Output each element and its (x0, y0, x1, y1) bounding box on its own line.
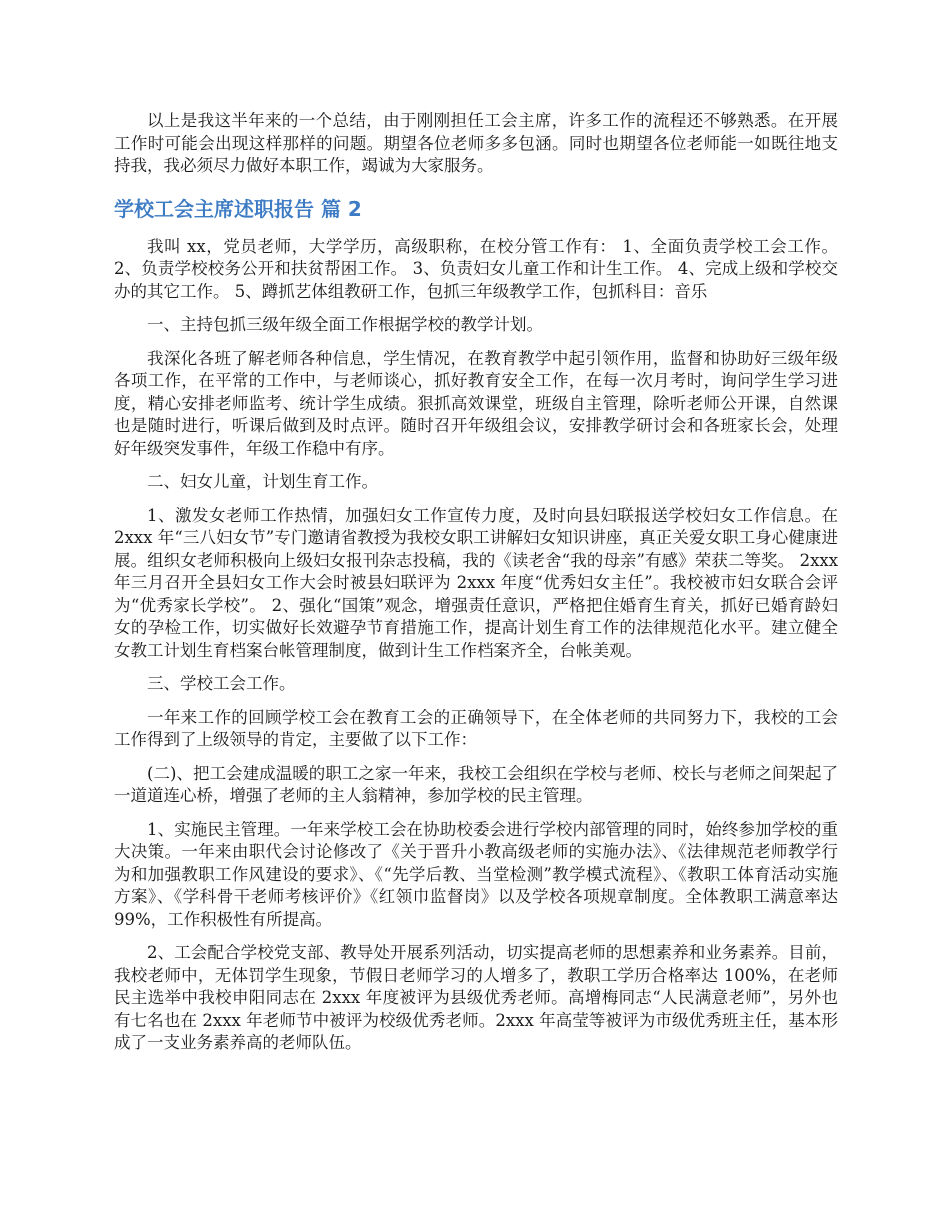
intro-paragraph: 以上是我这半年来的一个总结，由于刚刚担任工会主席，许多工作的流程还不够熟悉。在开展工作时可能会出现这样那样的问题。期望各位老师多多包涵。同时也期望各位老师能一如既往地支持我，我必须尽力做好本职工作，竭诚为大家服务。 (114, 111, 838, 175)
body-paragraph: 二、妇女儿童，计划生育工作。 (147, 472, 378, 491)
body-paragraph: 2、工会配合学校党支部、教导处开展系列活动，切实提高老师的思想素养和业务素养。目前，我校老师中，无体罚学生现象，节假日老师学习的人增多了，教职工学历合格率达 100%，在老师民主选举中我校申阳同志在 2xxx 年度被评为县级优秀老师。高增梅同志“人民满意老师”，另外也有七名也在 2xxx 年老师节中被评为校级优秀老师。2xxx 年高莹等被评为市级优秀班主任，基本形成了一支业务素养高的老师队伍。 (114, 943, 838, 1052)
section-heading: 学校工会主席述职报告 篇 2 (114, 196, 362, 221)
body-paragraph: 我叫 xx，党员老师，大学学历，高级职称，在校分管工作有： 1、全面负责学校工会工作。 2、负责学校校务公开和扶贫帮困工作。 3、负责妇女儿童工作和计生工作。 4、完成上级和学校交办的其它工作。 5、蹲抓艺体组教研工作，包抓三年级教学工作，包抓科目：音乐 (114, 236, 838, 301)
body-paragraph: (二)、把工会建成温暖的职工之家一年来，我校工会组织在学校与老师、校长与老师之间架起了一道道连心桥，增强了老师的主人翁精神，参加学校的民主管理。 (114, 763, 838, 805)
body-paragraph: 一年来工作的回顾学校工会在教育工会的正确领导下，在全体老师的共同努力下，我校的工会工作得到了上级领导的肯定，主要做了以下工作： (114, 707, 838, 749)
body-paragraph: 1、激发女老师工作热情，加强妇女工作宣传力度，及时向县妇联报送学校妇女工作信息。在 2xxx 年“三八妇女节”专门邀请省教授为我校女职工讲解妇女知识讲座，真正关爱女职工身心健康进展。组织女老师积极向上级妇女报刊杂志投稿，我的《读老舍“我的母亲”有感》荣获二等奖。 2xxx 年三月召开全县妇女工作大会时被县妇联评为 2xxx 年度“优秀妇女主任”。我校被市妇女联合会评为“优秀家长学校”。 2、强化“国策”观念，增强责任意识，严格把住婚育生育关，抓好已婚育龄妇女的孕检工作，切实做好长效避孕节育措施工作，提高计划生育工作的法律规范化水平。建立健全女教工计划生育档案台帐管理制度，做到计生工作档案齐全，台帐美观。 (114, 505, 838, 660)
body-paragraph: 1、实施民主管理。一年来学校工会在协助校委会进行学校内部管理的同时，始终参加学校的重大决策。一年来由职代会讨论修改了《关于晋升小教高级老师的实施办法》、《法律规范老师教学行为和加强教职工作风建设的要求》、《“先学后教、当堂检测”教学模式流程》、《教职工体育活动实施方案》、《学科骨干老师考核评价》《红领巾监督岗》以及学校各项规章制度。全体教职工满意率达 99%，工作积极性有所提高。 (114, 819, 838, 929)
body-paragraph: 三、学校工会工作。 (147, 674, 296, 693)
body-paragraph: 我深化各班了解老师各种信息，学生情况，在教育教学中起引领作用，监督和协助好三级年级各项工作，在平常的工作中，与老师谈心，抓好教育安全工作，在每一次月考时，询问学生学习进度，精心安排老师监考、统计学生成绩。狠抓高效课堂，班级自主管理，除听老师公开课，自然课也是随时进行，听课后做到及时点评。随时召开年级组会议，安排教学研讨会和各班家长会，处理好年级突发事件，年级工作稳中有序。 (114, 348, 838, 458)
document-page (114, 110, 838, 1066)
body-paragraph: 一、主持包抓三级年级全面工作根据学校的教学计划。 (147, 315, 543, 334)
